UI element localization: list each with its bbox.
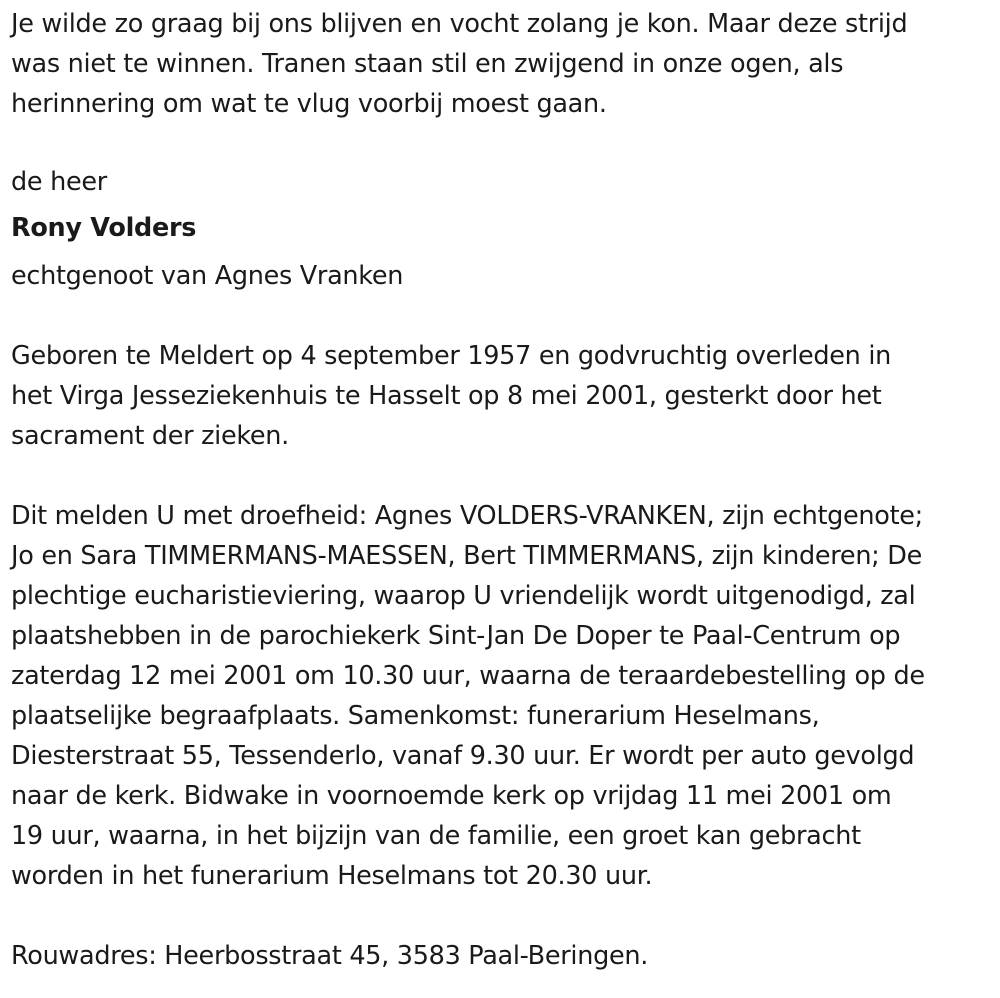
announcement-line: Jo en Sara TIMMERMANS-MAESSEN, Bert TIMMERMANS, zijn kinderen; De bbox=[11, 541, 923, 571]
poem-line: was niet te winnen. Tranen staan stil en zwijgend in onze ogen, als bbox=[11, 49, 844, 79]
deceased-spouse: echtgenoot van Agnes Vranken bbox=[11, 261, 404, 291]
announcement-line: plaatshebben in de parochiekerk Sint-Jan De Doper te Paal-Centrum op bbox=[11, 621, 901, 651]
announcement-paragraph bbox=[11, 496, 991, 896]
address-paragraph bbox=[11, 936, 991, 976]
poem-line: herinnering om wat te vlug voorbij moest gaan. bbox=[11, 89, 607, 119]
announcement-line: zaterdag 12 mei 2001 om 10.30 uur, waarna de teraardebestelling op de bbox=[11, 661, 925, 691]
deceased-title: de heer bbox=[11, 167, 107, 197]
announcement-line: naar de kerk. Bidwake in voornoemde kerk op vrijdag 11 mei 2001 om bbox=[11, 781, 892, 811]
birth-line: het Virga Jesseziekenhuis te Hasselt op 8 mei 2001, gesterkt door het bbox=[11, 381, 882, 411]
birth-line: Geboren te Meldert op 4 september 1957 en godvruchtig overleden in bbox=[11, 341, 891, 371]
poem-line: Je wilde zo graag bij ons blijven en vocht zolang je kon. Maar deze strijd bbox=[11, 9, 908, 39]
announcement-line: plechtige eucharistieviering, waarop U vriendelijk wordt uitgenodigd, zal bbox=[11, 581, 916, 611]
announcement-line: worden in het funerarium Heselmans tot 20.30 uur. bbox=[11, 861, 653, 891]
spacer bbox=[11, 896, 991, 936]
announcement-line: Dit melden U met droefheid: Agnes VOLDERS-VRANKEN, zijn echtgenote; bbox=[11, 501, 923, 531]
spacer bbox=[11, 456, 991, 496]
poem-paragraph bbox=[11, 4, 991, 124]
mourning-address: Rouwadres: Heerbosstraat 45, 3583 Paal-Beringen. bbox=[11, 941, 649, 971]
birth-line: sacrament der zieken. bbox=[11, 421, 289, 451]
announcement-line: 19 uur, waarna, in het bijzijn van de familie, een groet kan gebracht bbox=[11, 821, 861, 851]
spacer bbox=[11, 124, 991, 164]
obituary-document bbox=[11, 4, 991, 976]
deceased-block bbox=[11, 164, 991, 296]
spacer bbox=[11, 296, 991, 336]
announcement-line: Diesterstraat 55, Tessenderlo, vanaf 9.30 uur. Er wordt per auto gevolgd bbox=[11, 741, 915, 771]
birth-paragraph bbox=[11, 336, 991, 456]
announcement-line: plaatselijke begraafplaats. Samenkomst: funerarium Heselmans, bbox=[11, 701, 820, 731]
deceased-name: Rony Volders bbox=[11, 213, 197, 243]
